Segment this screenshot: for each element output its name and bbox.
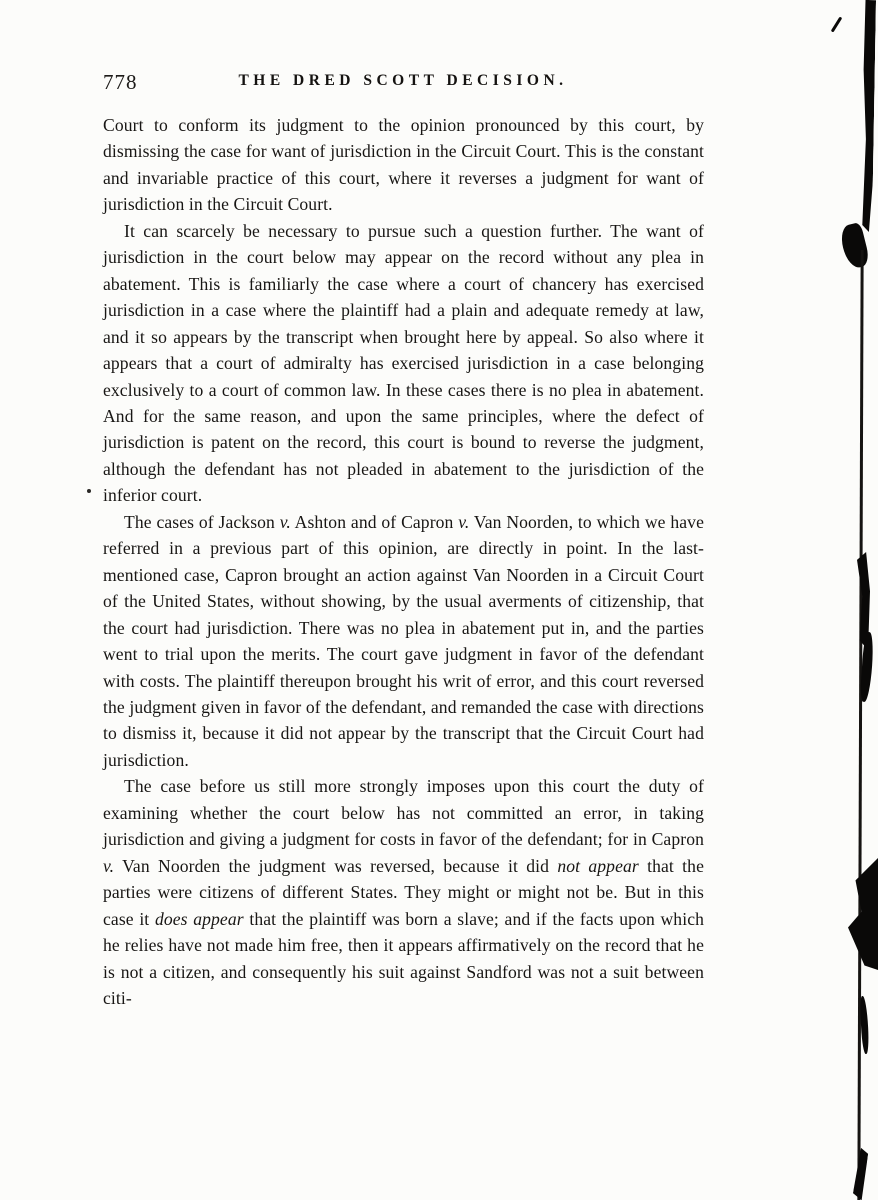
text-run: Ashton and of Capron	[290, 511, 459, 532]
scan-artifact	[87, 489, 91, 493]
paragraph	[103, 112, 704, 218]
text-block	[103, 112, 704, 1011]
scan-artifact	[848, 858, 878, 970]
text-run: that the parties were citizens of different States. They might or might not be. But in this case it	[103, 855, 704, 929]
scan-artifact	[852, 1148, 868, 1200]
text-run: Van Noorden the judgment was reversed, because it did	[114, 855, 558, 876]
text-run: Court to conform its judgment to the opinion pronounced by this court, by dismissing the case for want of jurisdiction in the Circuit Court. This is the constant and invariable practice of this court, where it reverses a judgment for want of jurisdiction in the Circuit Court.	[103, 115, 704, 215]
paragraph	[103, 218, 704, 509]
paragraph	[103, 509, 704, 774]
italic-run: v.	[103, 855, 115, 876]
page-number: 778	[103, 70, 138, 94]
text-run: The cases of Jackson	[124, 511, 280, 532]
text-run: that the plaintiff was born a slave; and if the facts upon which he relies have not made him free, then it appears affirmatively on the record that he is not a citizen, and consequently his suit against Sandford was not a suit between citi-	[103, 908, 705, 1008]
running-title: THE DRED SCOTT DECISION.	[238, 72, 568, 89]
scan-artifact	[857, 250, 863, 1200]
scan-artifact	[831, 16, 843, 32]
italic-run: v.	[279, 511, 291, 532]
paragraph	[103, 773, 704, 1011]
text-run: The case before us still more strongly imposes upon this court the duty of examining whether the court below has not committed an error, in taking jurisdiction and giving a judgment for costs in favor of the defendant; for in Capron	[103, 776, 704, 850]
text-run: It can scarcely be necessary to pursue such a question further. The want of jurisdiction in the court below may appear on the record without any plea in abatement. This is familiarly the case where a court of chancery has exercised jurisdiction in a case where the plaintiff had a plain and adequate remedy at law, and it so appears by the transcript when brought here by appeal. So also where it appears that a court of admiralty has exercised jurisdiction in a case belonging exclusively to a court of common law. In these cases there is no plea in abatement. And for the same reason, and upon the same principles, where the defect of jurisdiction is patent on the record, this court is bound to reverse the judgment, although the defendant has not pleaded in abatement to the jurisdiction of the inferior court.	[103, 220, 704, 506]
scan-artifact	[858, 0, 876, 232]
italic-run: not appear	[557, 855, 639, 876]
text-run: Van Noorden, to which we have referred in a previous part of this opinion, are directly in point. In the last-mentioned case, Capron brought an action against Van Noorden in a Circuit Court of the United States, without showing, by the usual averments of citizenship, that the court had jurisdiction. There was no plea in abatement put in, and the parties went to trial upon the merits. The court gave judgment in favor of the defendant with costs. The plaintiff thereupon brought his writ of error, and this court reversed the judgment given in favor of the defendant, and remanded the case with directions to dismiss it, because it did not appear by the transcript that the Circuit Court had jurisdiction.	[103, 511, 704, 770]
page-header	[103, 68, 703, 98]
italic-run: v.	[458, 511, 470, 532]
italic-run: does appear	[154, 908, 244, 929]
scan-artifact	[859, 996, 869, 1054]
scan-artifact	[838, 222, 871, 270]
